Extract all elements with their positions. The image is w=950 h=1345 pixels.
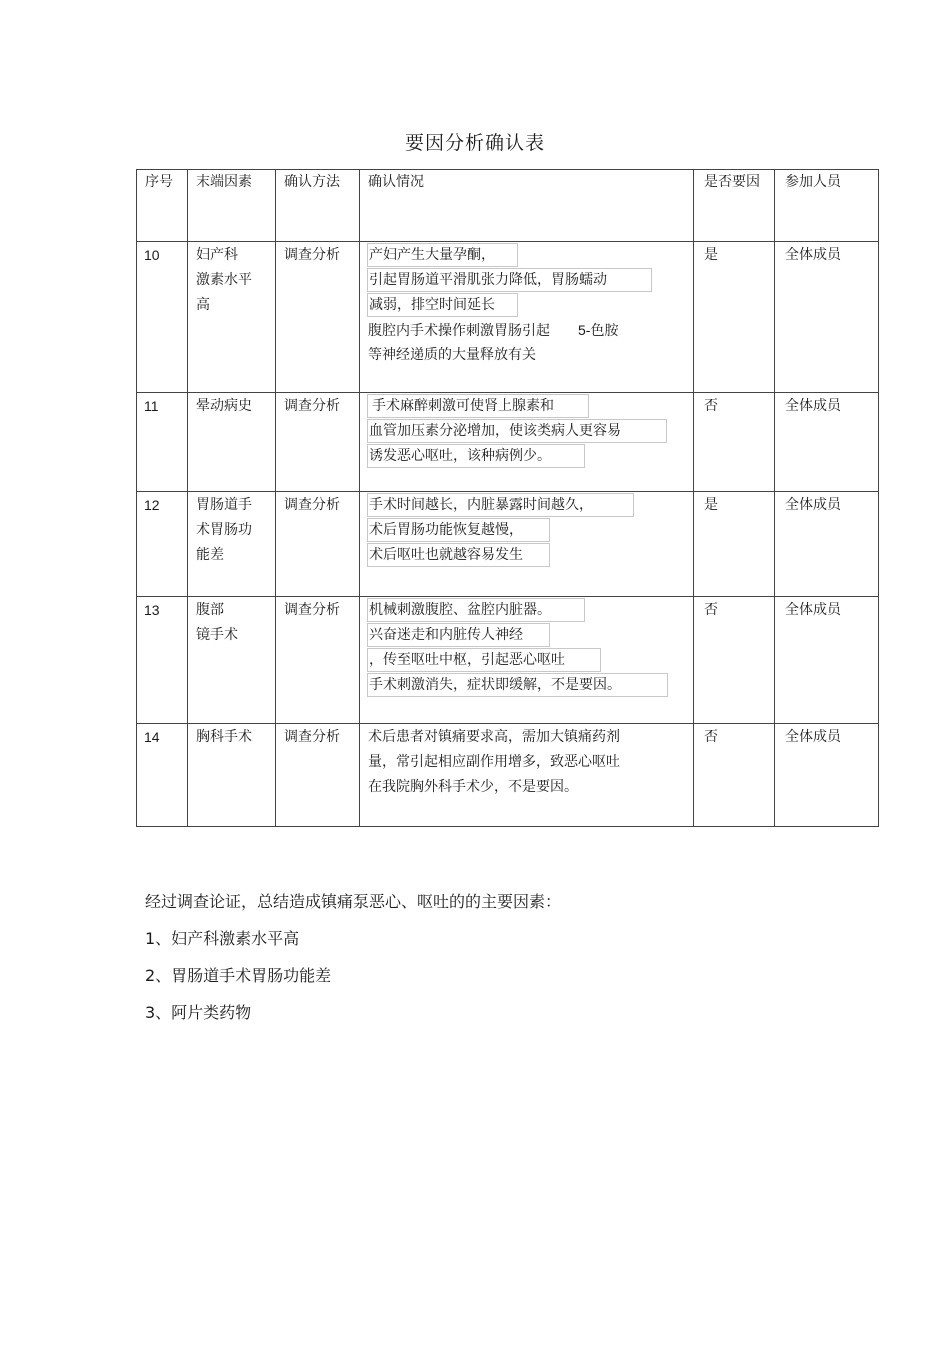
- cause-analysis-table: [136, 169, 879, 827]
- row-factor-cell: [188, 492, 276, 597]
- table-row: [137, 492, 879, 597]
- factor-line: 能差: [196, 547, 224, 563]
- row-factor-cell: [188, 597, 276, 724]
- row-no-cell: [137, 492, 188, 597]
- row-is-cause-cell: [694, 724, 775, 827]
- condition-extra: 5-色胺: [578, 322, 619, 338]
- row-members: 全体成员: [785, 602, 841, 618]
- row-is-cause-cell: [694, 242, 775, 393]
- row-no-cell: [137, 393, 188, 492]
- summary-item: 1、妇产科激素水平高: [145, 929, 300, 948]
- row-condition-cell: [360, 393, 694, 492]
- condition-line: 量，常引起相应副作用增多，致恶心呕吐: [368, 754, 620, 770]
- factor-line: 高: [196, 297, 210, 313]
- header-cell: [694, 170, 775, 242]
- row-method-cell: [276, 492, 360, 597]
- factor-line: 胸科手术: [196, 729, 252, 745]
- condition-line: 在我院胸外科手术少，不是要因。: [368, 779, 578, 795]
- row-members-cell: [775, 393, 879, 492]
- header-is-cause: 是否要因: [704, 174, 760, 190]
- summary-section: [145, 883, 561, 1031]
- header-cell: [360, 170, 694, 242]
- row-members: 全体成员: [785, 247, 841, 263]
- row-method: 调查分析: [284, 497, 340, 513]
- row-is-cause-cell: [694, 393, 775, 492]
- summary-intro: 经过调查论证，总结造成镇痛泵恶心、呕吐的的主要因素：: [145, 892, 562, 911]
- row-no-cell: [137, 724, 188, 827]
- row-factor-cell: [188, 393, 276, 492]
- header-cell: [276, 170, 360, 242]
- header-no: 序号: [145, 174, 173, 190]
- row-is-cause: 否: [704, 729, 718, 745]
- condition-line: 产妇产生大量孕酮，: [367, 243, 518, 267]
- row-no: 11: [144, 398, 159, 414]
- row-members-cell: [775, 492, 879, 597]
- factor-line: 胃肠道手: [196, 497, 252, 513]
- condition-line: 兴奋迷走和内脏传人神经: [367, 623, 550, 647]
- condition-line: 术后患者对镇痛要求高，需加大镇痛药剂: [368, 729, 620, 745]
- row-condition-cell: [360, 597, 694, 724]
- row-no: 12: [144, 497, 160, 513]
- row-method-cell: [276, 242, 360, 393]
- row-method: 调查分析: [284, 247, 340, 263]
- row-method-cell: [276, 393, 360, 492]
- row-condition-cell: [360, 492, 694, 597]
- row-members: 全体成员: [785, 398, 841, 414]
- condition-line: 等神经递质的大量释放有关: [368, 347, 536, 363]
- condition-line: 手术刺激消失，症状即缓解，不是要因。: [367, 673, 668, 697]
- header-members: 参加人员: [785, 174, 841, 190]
- table-row: [137, 242, 879, 393]
- row-members: 全体成员: [785, 497, 841, 513]
- header-method: 确认方法: [284, 174, 340, 190]
- row-method-cell: [276, 597, 360, 724]
- row-members: 全体成员: [785, 729, 841, 745]
- row-is-cause: 否: [704, 398, 718, 414]
- condition-line: 腹腔内手术操作刺激胃肠引起: [368, 323, 550, 339]
- header-cell: [188, 170, 276, 242]
- table-row: [137, 597, 879, 724]
- condition-line: 机械刺激腹腔、盆腔内脏器。: [367, 598, 585, 622]
- row-method: 调查分析: [284, 602, 340, 618]
- row-is-cause: 否: [704, 602, 718, 618]
- condition-line: 减弱，排空时间延长: [367, 293, 518, 317]
- factor-line: 腹部: [196, 602, 224, 618]
- header-condition: 确认情况: [368, 174, 424, 190]
- condition-line: ，传至呕吐中枢，引起恶心呕吐: [367, 648, 601, 672]
- condition-line: 血管加压素分泌增加，使该类病人更容易: [367, 419, 667, 443]
- row-no: 13: [144, 602, 160, 618]
- row-method-cell: [276, 724, 360, 827]
- row-is-cause-cell: [694, 597, 775, 724]
- row-no-cell: [137, 242, 188, 393]
- summary-item: 2、胃肠道手术胃肠功能差: [145, 966, 332, 985]
- row-condition-cell: [360, 724, 694, 827]
- row-members-cell: [775, 597, 879, 724]
- row-no-cell: [137, 597, 188, 724]
- condition-line: 手术麻醉刺激可使肾上腺素和: [367, 394, 589, 418]
- table-header-row: [137, 170, 879, 242]
- row-members-cell: [775, 724, 879, 827]
- row-is-cause: 是: [704, 497, 718, 513]
- condition-line: 诱发恶心呕吐，该种病例少。: [367, 444, 585, 468]
- row-no: 10: [144, 247, 160, 263]
- row-method: 调查分析: [284, 729, 340, 745]
- summary-item: 3、阿片类药物: [145, 1003, 252, 1022]
- row-factor-cell: [188, 724, 276, 827]
- page-title: 要因分析确认表: [404, 132, 545, 154]
- row-factor-cell: [188, 242, 276, 393]
- table-row: [137, 724, 879, 827]
- factor-line: 术胃肠功: [196, 522, 252, 538]
- condition-line: 术后呕吐也就越容易发生: [367, 543, 550, 567]
- row-members-cell: [775, 242, 879, 393]
- factor-line: 晕动病史: [196, 398, 252, 414]
- row-is-cause-cell: [694, 492, 775, 597]
- factor-line: 激素水平: [196, 272, 252, 288]
- table-row: [137, 393, 879, 492]
- condition-line: 术后胃肠功能恢复越慢，: [367, 518, 550, 542]
- factor-line: 镜手术: [196, 627, 238, 643]
- condition-line: 引起胃肠道平滑肌张力降低，胃肠蠕动: [367, 268, 652, 292]
- header-cell: [137, 170, 188, 242]
- factor-line: 妇产科: [196, 247, 238, 263]
- row-condition-cell: [360, 242, 694, 393]
- row-no: 14: [144, 729, 160, 745]
- row-is-cause: 是: [704, 247, 718, 263]
- condition-line: 手术时间越长，内脏暴露时间越久，: [367, 493, 634, 517]
- header-factor: 末端因素: [196, 174, 252, 190]
- row-method: 调查分析: [284, 398, 340, 414]
- header-cell: [775, 170, 879, 242]
